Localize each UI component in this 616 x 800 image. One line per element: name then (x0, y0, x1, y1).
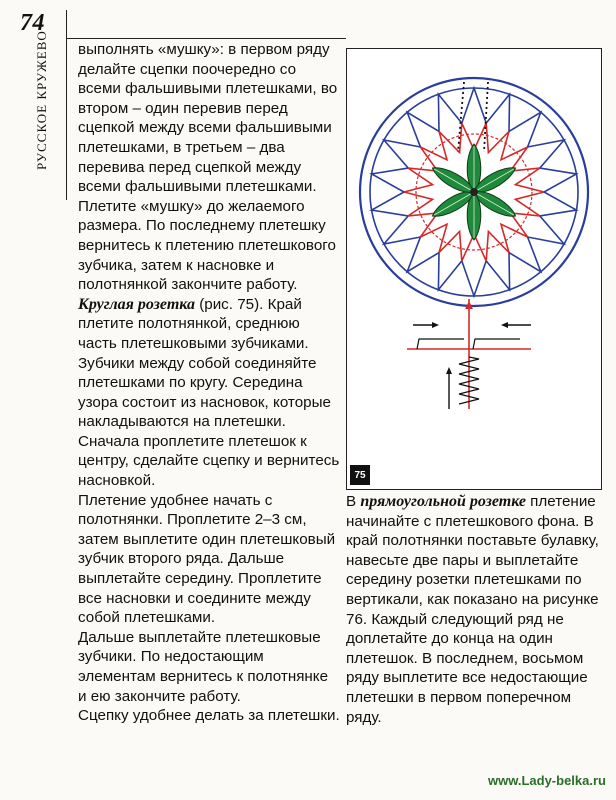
paragraph-2 (78, 295, 340, 491)
margin-rule (66, 10, 67, 200)
paragraph-right (346, 492, 608, 727)
paragraph-5: Сцепку удобнее делать за плетешки. (78, 707, 340, 725)
paragraph-3: Плетение удобнее начать с полотнянки. Проплетите 2–3 см, затем выплетите один плетешковый зубчик второго ряда. Дальше выплетайте середину. Проплетите все насновки и соедините между собой плетешками. (78, 491, 336, 627)
paragraph-2-text: (рис. 75). Край плетите полотнянкой, среднюю часть плетешковыми зубчиками. Зубчики между собой соединяйте плетешками по кругу. Середина узора состоит из насновок, которые накладываются на плетешки. Сначала проплетите плетешок к центру, сделайте сцепку и вернитесь насновкой. (78, 295, 340, 490)
left-zigzag (417, 339, 464, 349)
figure-label: 75 (350, 465, 370, 485)
left-text-column (78, 40, 340, 726)
section-heading-rect-rosette: прямоугольной розетке (360, 493, 526, 510)
footer-url: www.Lady-belka.ru (488, 773, 606, 788)
right-zigzag (473, 339, 520, 349)
figure-75 (346, 48, 602, 490)
header-rule (66, 38, 346, 39)
left-arrow-head (432, 322, 439, 328)
rosette-diagram (347, 49, 601, 489)
up-arrow-head (446, 367, 452, 374)
right-text-column (346, 492, 608, 727)
page-number: 74 (20, 10, 45, 36)
paragraph-1: выполнять «мушку»: в первом ряду делайте сцепки поочередно со всеми фальшивыми плетешками, во втором – один перевив перед сцепкой между всеми фальшивыми плетешками, в третьем – два перевива перед сцепкой между всеми фальшивыми плетешками. Плетите «мушку» до желаемого размера. По последнему плетешку вернитесь к плетению плетешкового зубчика, затем к насновке и полотнянкой закончите работу. (78, 41, 338, 294)
paragraph-right-intro: В (346, 493, 361, 510)
section-heading-round-rosette: Круглая розетка (78, 295, 195, 313)
paragraph-right-text: плетение начинайте с плетешкового фона. В край полотнянки поставьте булавку, навесьте две пары и выплетайте середину розетки плетешками по вертикали, как показано на рисунке 76. Каждый следующий ряд не доплетайте до конца на один плетешок. В последнем, восьмом ряду выплетите все недостающие плетешки в первом поперечном ряду. (346, 493, 599, 726)
center-dot (470, 188, 478, 196)
running-head: РУССКОЕ КРУЖЕВО (34, 30, 49, 170)
right-arrow-head (501, 322, 508, 328)
paragraph-4: Дальше выплетайте плетешковые зубчики. По недостающим элементам вернитесь к полотнянке и ею закончите работу. (78, 628, 329, 705)
